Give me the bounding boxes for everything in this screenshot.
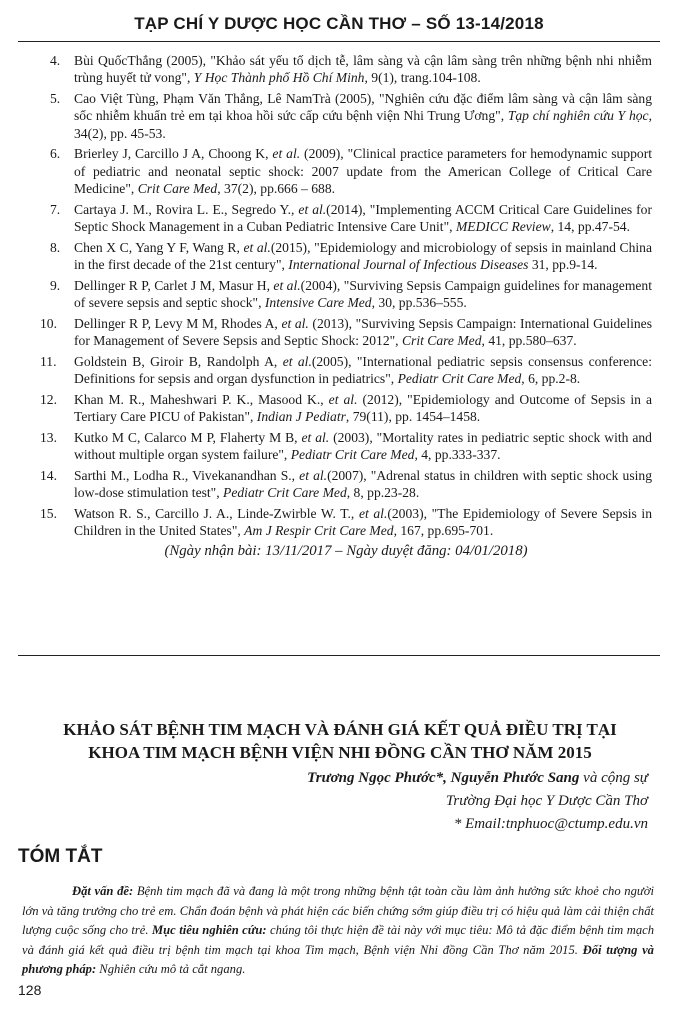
reference-italic: Indian J Pediatr	[256, 409, 346, 425]
reference-text: (2007), "Adrenal status in children with septic shock using low-dose stimulation test",	[74, 467, 652, 501]
reference-text: , 30, pp.536–555.	[371, 295, 467, 311]
reference-italic: et al.	[301, 429, 330, 445]
reference-item	[40, 429, 652, 464]
reference-italic: et al.	[281, 315, 309, 331]
affiliation: Trường Đại học Y Dược Cần Thơ	[445, 793, 648, 809]
reference-text: (2013), "Surviving Sepsis Campaign: International Guidelines for Management of Severe Sepsis and Septic Shock: 2012",	[74, 315, 653, 349]
reference-italic: et al.	[243, 239, 271, 255]
reference-italic: Pediatr Crit Care Med	[290, 447, 415, 463]
authors-primary: Trương Ngọc Phước*, Nguyễn Phước Sang	[307, 770, 580, 786]
reference-items	[40, 52, 652, 540]
reference-text: , 41, pp.580–637.	[481, 333, 577, 349]
reference-italic: International Journal of Infectious Diseases	[288, 257, 529, 273]
reference-text: Brierley J, Carcillo J A, Choong K,	[74, 146, 273, 162]
reference-italic: Tạp chí nghiên cứu Y học	[507, 108, 649, 124]
authors-rest: và cộng sự	[579, 770, 648, 786]
reference-item	[40, 90, 652, 142]
reference-text: , 14, pp.47-54.	[550, 219, 630, 235]
reference-text: Khan M. R., Maheshwari P. K., Masood K.,	[74, 391, 329, 407]
reference-item	[40, 145, 652, 197]
reference-text: (2003), "Mortality rates in pediatric septic shock with and without multiple organ system failure",	[74, 429, 652, 463]
reference-text: (2012), "Epidemiology and Outcome of Sepsis in a Tertiary Care PICU of Pakistan",	[74, 391, 652, 425]
reference-italic: et al.	[282, 353, 312, 369]
reference-text: Watson R. S., Carcillo J. A., Linde-Zwirble W. T.,	[74, 505, 359, 521]
reference-italic: Crit Care Med	[137, 181, 218, 197]
reference-italic: MEDICC Review	[455, 219, 551, 235]
reference-number: 11.	[40, 353, 57, 369]
byline	[307, 767, 648, 836]
reference-italic: Am J Respir Crit Care Med	[244, 523, 394, 539]
article-title	[20, 718, 660, 764]
header-divider	[18, 41, 660, 42]
reference-item	[40, 239, 652, 274]
authors	[307, 767, 648, 790]
reference-text: , 167, pp.695-701.	[393, 523, 494, 539]
reference-text: Sarthi M., Lodha R., Vivekanandhan S.,	[74, 467, 300, 483]
reference-number: 6.	[50, 146, 61, 162]
reference-text: (2003), "The Epidemiology of Severe Sepsis in Children in the United States",	[74, 505, 653, 539]
abstract-body: chúng tôi thực hiện đề tài này với mục tiêu: Mô tả đặc điểm bệnh tim mạch và đánh giá kết quả điều trị bệnh tim mạch tại khoa Tim mạch, Bệnh viện Nhi đồng Cần Thơ năm 2015.	[22, 923, 655, 957]
reference-item	[40, 467, 652, 502]
page-number: 128	[18, 982, 42, 998]
reference-italic: et al.	[299, 467, 328, 483]
reference-text: 31, pp.9-14.	[528, 257, 598, 273]
reference-item	[40, 52, 652, 87]
reference-number: 5.	[50, 91, 61, 106]
reference-text: Dellinger R P, Carlet J M, Masur H,	[74, 277, 274, 293]
section-divider	[18, 655, 660, 656]
reference-item	[40, 353, 652, 388]
reference-italic: Intensive Care Med	[264, 295, 372, 311]
reference-text: Cao Việt Tùng, Phạm Văn Thắng, Lê NamTrà (2005), "Nghiên cứu đặc điểm lâm sàng và cận lâm sàng sốc nhiễm khuẩn trẻ em tại khoa hồi sức cấp cứu bệnh viện Nhi Trung Ương",	[74, 91, 652, 124]
reference-text: Dellinger R P, Levy M M, Rhodes A,	[74, 315, 282, 331]
reference-number: 12.	[40, 391, 57, 407]
reference-number: 14.	[40, 467, 57, 483]
reference-text: Cartaya J. M., Rovira L. E., Segredo Y.,	[74, 201, 299, 217]
article-title-line-1: KHẢO SÁT BỆNH TIM MẠCH VÀ ĐÁNH GIÁ KẾT QUẢ ĐIỀU TRỊ TẠI	[63, 720, 617, 739]
abstract-label: Đối tượng và phương pháp:	[22, 942, 654, 977]
abstract-text	[22, 882, 654, 980]
reference-text: , 6, pp.2-8.	[521, 371, 581, 387]
reference-text: Goldstein B, Giroir B, Randolph A,	[74, 353, 283, 369]
reference-text: (2004), "Surviving Sepsis Campaign guidelines for management of severe sepsis and septic shock",	[74, 277, 652, 311]
reference-text: , 9(1), trang.104-108.	[364, 70, 481, 86]
reference-number: 15.	[40, 505, 57, 521]
reference-text: (2009), "Clinical practice parameters for hemodynamic support of pediatric and neonatal septic shock: 2007 update from the American College of Critical Care Medicine",	[74, 146, 653, 197]
reference-text: (2014), "Implementing ACCM Critical Care Guidelines for Septic Shock Management in a Cuban Pediatric Intensive Care Unit",	[74, 201, 652, 235]
reference-list	[40, 52, 652, 560]
reference-italic: et al.	[298, 201, 327, 217]
reference-text: , 4, pp.333-337.	[414, 447, 501, 463]
reference-text: , 8, pp.23-28.	[346, 485, 420, 501]
reference-item	[40, 277, 652, 312]
reference-text: (2005), "International pediatric sepsis consensus conference: Definitions for sepsis and organ dysfunction in pediatrics",	[74, 353, 652, 387]
reference-text: Kutko M C, Calarco M P, Flaherty M B,	[74, 429, 302, 445]
reference-item	[40, 505, 652, 540]
reference-italic: et al.	[358, 505, 388, 521]
reference-italic: et al.	[273, 277, 301, 293]
reference-number: 13.	[40, 429, 57, 445]
reference-number: 9.	[50, 277, 61, 293]
abstract-label: Đặt vấn đề:	[72, 884, 134, 898]
reference-italic: et al.	[328, 391, 358, 407]
reference-text: Bùi QuốcThắng (2005), "Khảo sát yếu tố dịch tễ, lâm sàng và cận lâm sàng trên những bệnh nhi nhiễm trùng huyết tử vong",	[74, 53, 652, 86]
article-title-line-2: KHOA TIM MẠCH BỆNH VIỆN NHI ĐỒNG CẦN THƠ NĂM 2015	[88, 743, 592, 762]
reference-number: 10.	[40, 315, 57, 331]
reference-text: , 34(2), pp. 45-53.	[74, 108, 652, 141]
abstract-body: Bệnh tim mạch đã và đang là một trong những bệnh tật toàn cầu làm ảnh hưởng sức khoẻ cho người lớn và tăng trưởng cho trẻ em. Chẩn đoán bệnh và phát hiện các biến chứng sớm giúp điều trị có hiệu quả làm cải thiện chất lượng cuộc sống cho trẻ.	[22, 884, 654, 938]
reference-item	[40, 315, 652, 350]
abstract-heading: TÓM TẮT	[18, 846, 103, 867]
email: * Email:tnphuoc@ctump.edu.vn	[453, 816, 648, 832]
reference-italic: Crit Care Med	[401, 333, 482, 349]
reference-italic: Y Học Thành phố Hồ Chí Minh	[193, 70, 365, 86]
reference-text: , 79(11), pp. 1454–1458.	[345, 409, 481, 425]
reference-item	[40, 391, 652, 426]
reference-text: Chen X C, Yang Y F, Wang R,	[74, 239, 244, 255]
reference-italic: Pediatr Crit Care Med	[397, 371, 522, 387]
received-date-line: (Ngày nhận bài: 13/11/2017 – Ngày duyệt đăng: 04/01/2018)	[164, 542, 528, 559]
reference-italic: Pediatr Crit Care Med	[223, 485, 347, 501]
reference-italic: et al.	[272, 146, 301, 162]
journal-header: TẠP CHÍ Y DƯỢC HỌC CẦN THƠ – SỐ 13-14/2018	[134, 14, 544, 33]
reference-text: (2015), "Epidemiology and microbiology of sepsis in mainland China in the first decade of the 21st century",	[74, 239, 653, 273]
reference-number: 7.	[50, 201, 61, 217]
reference-item	[40, 201, 652, 236]
abstract-body: Nghiên cứu mô tả cắt ngang.	[96, 962, 246, 977]
abstract-label: Mục tiêu nghiên cứu:	[151, 923, 267, 938]
reference-number: 8.	[50, 239, 61, 255]
reference-text: , 37(2), pp.666 – 688.	[217, 181, 336, 197]
reference-number: 4.	[50, 53, 61, 68]
